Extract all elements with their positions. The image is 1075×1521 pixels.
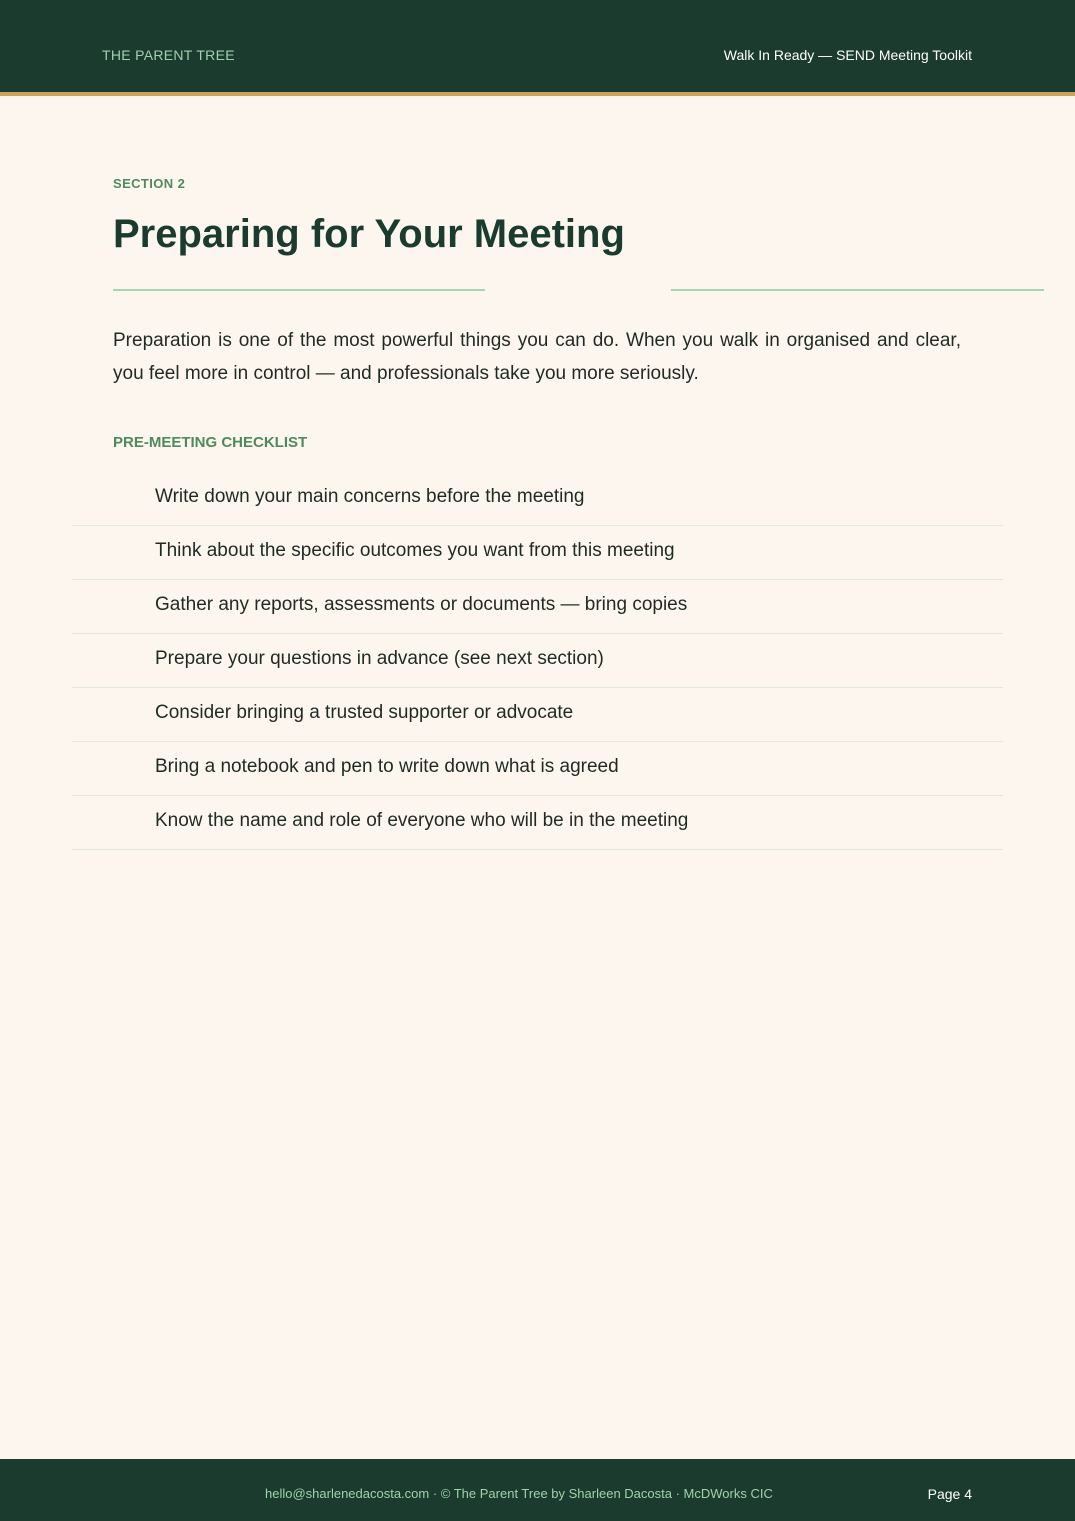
checklist-item [72,472,1003,526]
checklist-item-text: Gather any reports, assessments or documents — bring copies [155,594,688,615]
section-label: SECTION 2 [113,176,186,191]
page-footer [0,1459,1075,1521]
checklist-item [72,742,1003,796]
checklist-item-text: Write down your main concerns before the meeting [155,486,585,507]
checklist-item [72,796,1003,850]
checklist-heading: PRE-MEETING CHECKLIST [113,434,308,451]
page-header [0,0,1075,92]
checklist-item [72,688,1003,742]
page-title: Preparing for Your Meeting [113,212,625,256]
checklist-item [72,526,1003,580]
checklist-item-text: Think about the specific outcomes you want from this meeting [155,540,675,561]
title-divider-left [113,289,485,291]
checklist-item-text: Bring a notebook and pen to write down what is agreed [155,756,619,777]
pre-meeting-checklist [72,472,1003,850]
page-number: Page 4 [927,1486,972,1502]
header-gold-rule [0,92,1075,96]
document-title: Walk In Ready — SEND Meeting Toolkit [723,47,972,63]
title-divider-right [671,289,1044,291]
checklist-item-text: Know the name and role of everyone who will be in the meeting [155,810,689,831]
checklist-item [72,580,1003,634]
checklist-item-text: Consider bringing a trusted supporter or advocate [155,702,574,723]
checklist-item-text: Prepare your questions in advance (see next section) [155,648,604,669]
checklist-item [72,634,1003,688]
brand-name: THE PARENT TREE [102,47,235,63]
footer-contact: hello@sharlenedacosta.com · © The Parent Tree by Sharleen Dacosta · McDWorks CIC [265,1486,773,1501]
intro-paragraph: Preparation is one of the most powerful things you can do. When you walk in organised and clear, you feel more in control — and professionals take you more seriously. [113,330,961,384]
